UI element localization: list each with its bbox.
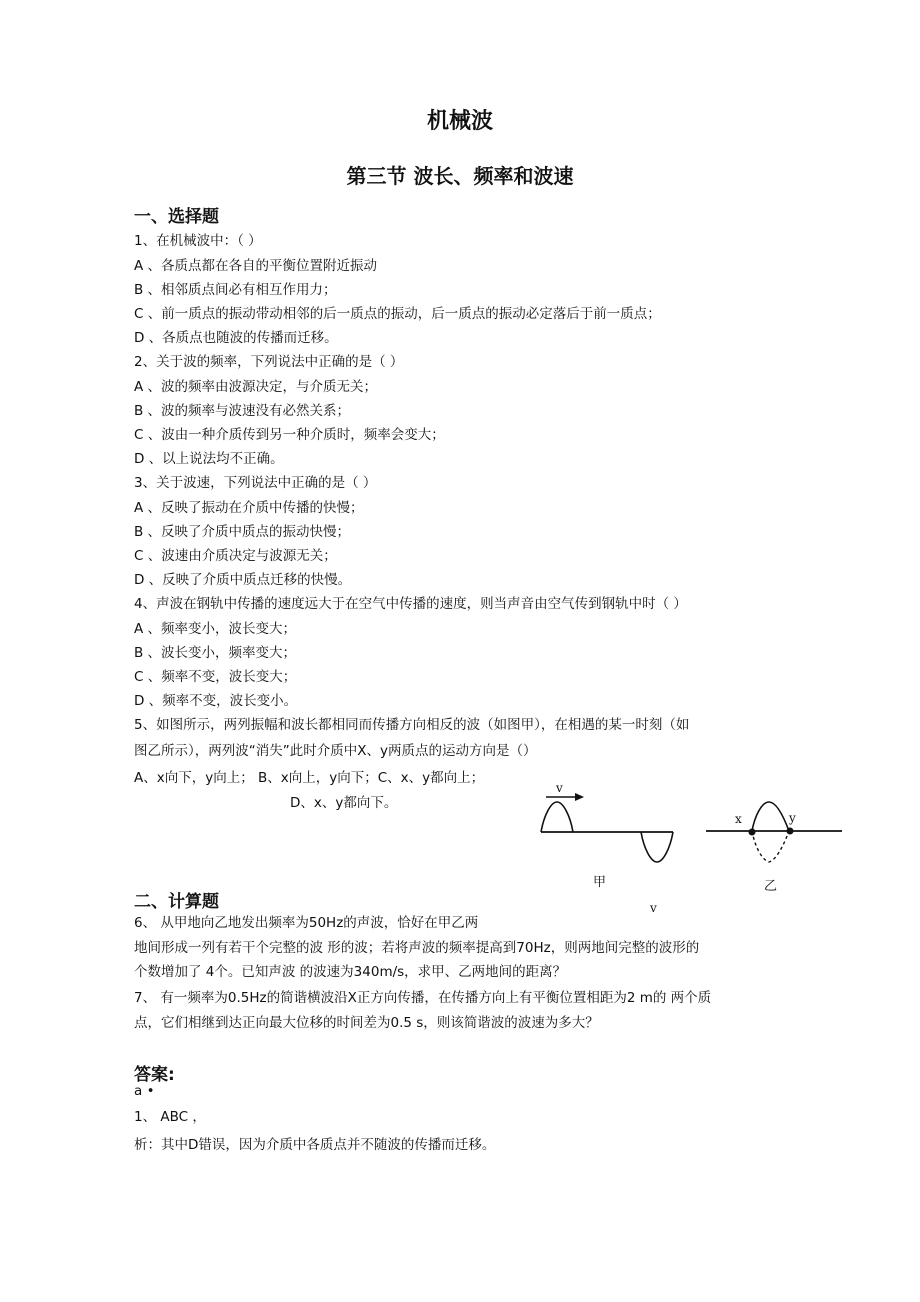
question-line: C 、波由一种介质传到另一种介质时，频率会变大； xyxy=(134,427,445,443)
question-line: C 、波速由介质决定与波源无关； xyxy=(134,548,337,564)
question-line: 2、关于波的频率，下列说法中正确的是（ ） xyxy=(134,354,404,370)
particle-y-label: y xyxy=(789,811,796,825)
question-line: A 、各质点都在各自的平衡位置附近振动 xyxy=(134,258,378,274)
question-line: D 、频率不变，波长变小。 xyxy=(134,693,298,709)
option-d-line: D、x、y都向下。 xyxy=(290,795,398,811)
wave-crest-yi xyxy=(752,802,789,831)
question-line: 个数增加了 4个。已知声波 的波速为340m/s，求甲、乙两地间的距离？ xyxy=(134,964,567,980)
section-heading-calc: 二、计算题 xyxy=(134,892,219,912)
wave-trough-jia xyxy=(641,832,673,862)
question-line: D 、反映了介质中质点迁移的快慢。 xyxy=(134,572,352,588)
answer-line: 1、 ABC ， xyxy=(134,1109,206,1125)
question-line: 4、声波在钢轨中传播的速度远大于在空气中传播的速度，则当声音由空气传到钢轨中时（ ） xyxy=(134,596,687,612)
document-title: 机械波 xyxy=(426,109,493,134)
arrow-head-icon xyxy=(575,793,584,801)
particle-x-dot xyxy=(749,829,756,836)
wave-trough-dashed-yi xyxy=(752,831,789,862)
question-line: 点，它们相继到达正向最大位移的时间差为0.5 s，则该简谐波的波速为多大？ xyxy=(134,1015,599,1031)
velocity-label-bottom: v xyxy=(650,901,657,915)
section-heading-choice: 一、选择题 xyxy=(134,207,219,227)
question-line: B 、波的频率与波速没有必然关系； xyxy=(134,403,351,419)
answer-line: 析：其中D错误，因为介质中各质点并不随波的传播而迁移。 xyxy=(134,1137,496,1153)
section-subtitle: 第三节 波长、频率和波速 xyxy=(346,164,574,188)
question-line: 地间形成一列有若干个完整的波 形的波；若将声波的频率提高到70Hz，则两地间完整的波形的 xyxy=(134,940,700,956)
figure-label-yi: 乙 xyxy=(764,879,778,894)
question-line: 7、 有一频率为0.5Hz的简谐横波沿X正方向传播，在传播方向上有平衡位置相距为2 m的 两个质 xyxy=(134,990,712,1006)
question-line: D 、各质点也随波的传播而迁移。 xyxy=(134,330,338,346)
velocity-label-top: v xyxy=(556,781,563,795)
question-line: 5、如图所示，两列振幅和波长都相同而传播方向相反的波（如图甲），在相遇的某一时刻（如 xyxy=(134,717,690,733)
particle-x-label: x xyxy=(735,812,742,826)
question-line: A 、频率变小，波长变大； xyxy=(134,621,297,637)
figure-label-jia: 甲 xyxy=(593,875,607,890)
question-line: 6、 从甲地向乙地发出频率为50Hz的声波，恰好在甲乙两 xyxy=(134,915,479,931)
question-line: A 、波的频率由波源决定，与介质无关； xyxy=(134,379,378,395)
answer-line: a • xyxy=(134,1083,155,1099)
question-line: A、x向下，y向上； B、x向上，y向下；C、x、y都向上； xyxy=(134,770,485,786)
question-line: C 、频率不变，波长变大； xyxy=(134,669,297,685)
question-line: A 、反映了振动在介质中传播的快慢； xyxy=(134,500,364,516)
question-line: B 、相邻质点间必有相互作用力； xyxy=(134,282,337,298)
question-line: 1、在机械波中：（ ） xyxy=(134,233,262,249)
question-line: B 、波长变小，频率变大； xyxy=(134,645,297,661)
question-line: B 、反映了介质中质点的振动快慢； xyxy=(134,524,351,540)
question-line: D 、以上说法均不正确。 xyxy=(134,451,284,467)
particle-y-dot xyxy=(787,828,794,835)
question-line: 图乙所示），两列波“消失”此时介质中X、y两质点的运动方向是（） xyxy=(134,743,537,759)
question-line: 3、关于波速，下列说法中正确的是（ ） xyxy=(134,475,377,491)
answers-heading: 答案: xyxy=(134,1065,175,1085)
wave-crest-jia xyxy=(541,802,573,832)
question-line: C 、前一质点的振动带动相邻的后一质点的振动，后一质点的振动必定落后于前一质点； xyxy=(134,306,661,322)
